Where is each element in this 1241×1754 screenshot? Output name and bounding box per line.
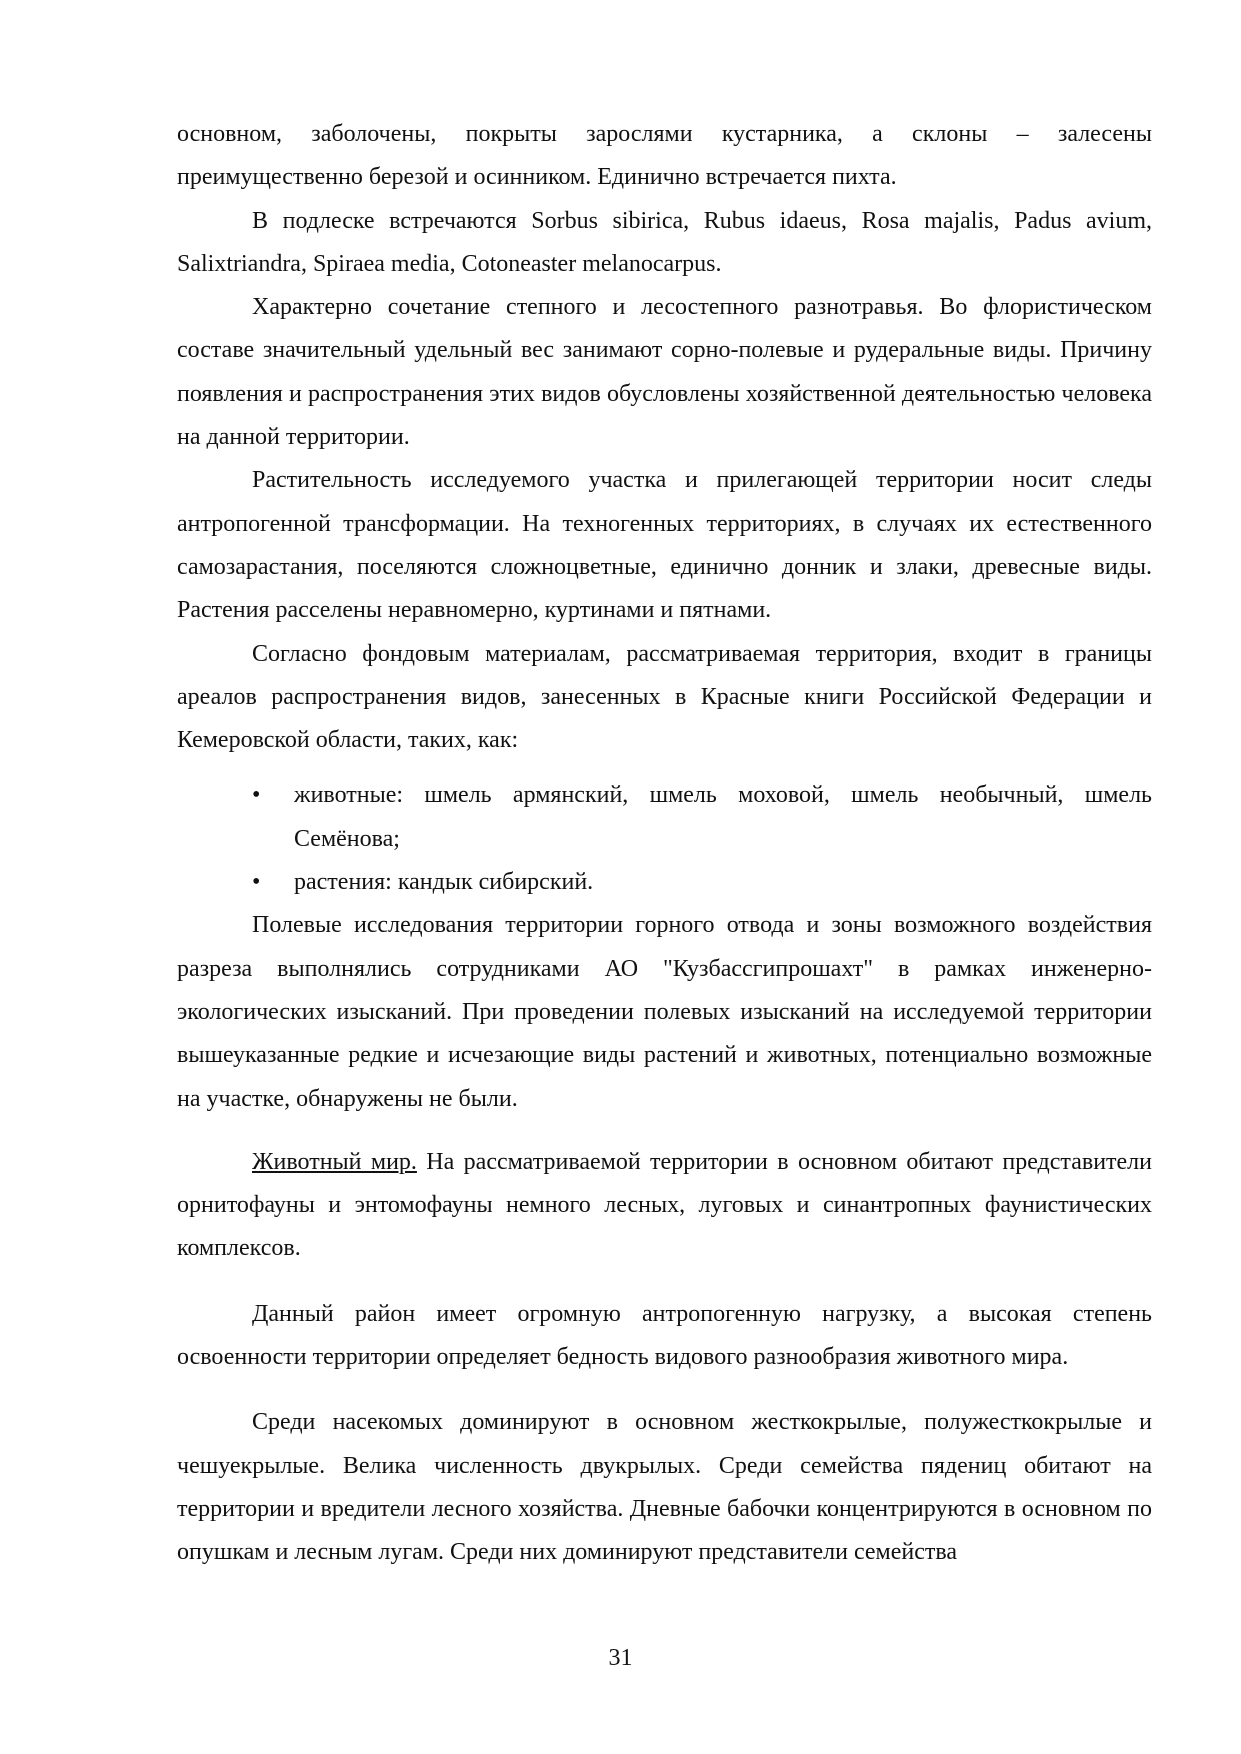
- section-heading-fauna: Животный мир.: [252, 1148, 417, 1175]
- page-number: 31: [608, 1645, 633, 1671]
- list-item-text: растения: кандык сибирский.: [294, 869, 594, 896]
- paragraph-undergrowth: В подлеске встречаются Sorbus sibirica, Rubus idaeus, Rosa majalis, Padus avium, Salixtriandra, Spiraea media, Cotoneaster melanocarpus.: [177, 207, 1152, 277]
- paragraph-field-research: Полевые исследования территории горного отвода и зоны возможного воздействия разреза выполнялись сотрудниками АО "Кузбассгипрошахт" в рамках инженерно-экологических изысканий. При проведении полевых изысканий на исследуемой территории вышеуказанные редкие и исчезающие виды растений и животных, потенциально возможные на участке, обнаружены не были.: [177, 912, 1152, 1112]
- paragraph-insects: Среди насекомых доминируют в основном жесткокрылые, полужесткокрылые и чешуекрылые. Велика численность двукрылых. Среди семейства пядениц обитают на территории и вредители лесного хозяйства. Дневные бабочки концентрируются в основном по опушкам и лесным лугам. Среди них доминируют представители семейства: [177, 1409, 1152, 1566]
- bullet-icon: •: [252, 782, 261, 809]
- page-body: [177, 113, 1152, 1575]
- paragraph-vegetation: Растительность исследуемого участка и прилегающей территории носит следы антропогенной трансформации. На техногенных территориях, в случаях их естественного самозарастания, поселяются сложноцветные, единично донник и злаки, древесные виды. Растения расселены неравномерно, куртинами и пятнами.: [177, 467, 1152, 624]
- list-item: [177, 774, 1152, 861]
- paragraph-continuation: основном, заболочены, покрыты зарослями кустарника, а склоны – залесены преимущественно березой и осинником. Единично встречается пихта.: [177, 121, 1152, 191]
- list-item: [177, 861, 1152, 904]
- paragraph-fauna: [177, 1141, 1152, 1271]
- species-list: [177, 774, 1152, 904]
- list-item-text: животные: шмель армянский, шмель моховой, шмель необычный, шмель Семёнова;: [294, 782, 1152, 852]
- paragraph-flora-composition: Характерно сочетание степного и лесостепного разнотравья. Во флористическом составе значительный удельный вес занимают сорно-полевые и рудеральные виды. Причину появления и распространения этих видов обусловлены хозяйственной деятельностью человека на данной территории.: [177, 294, 1152, 451]
- paragraph-anthropogenic-load: Данный район имеет огромную антропогенную нагрузку, а высокая степень освоенности территории определяет бедность видового разнообразия животного мира.: [177, 1300, 1152, 1371]
- paragraph-red-book: Согласно фондовым материалам, рассматриваемая территория, входит в границы ареалов распространения видов, занесенных в Красные книги Российской Федерации и Кемеровской области, таких, как:: [177, 640, 1152, 754]
- paragraph-fauna-text: На рассматриваемой территории в основном обитают представители орнитофауны и энтомофауны немного лесных, луговых и синантропных фаунистических комплексов.: [177, 1148, 1152, 1262]
- bullet-icon: •: [252, 869, 261, 896]
